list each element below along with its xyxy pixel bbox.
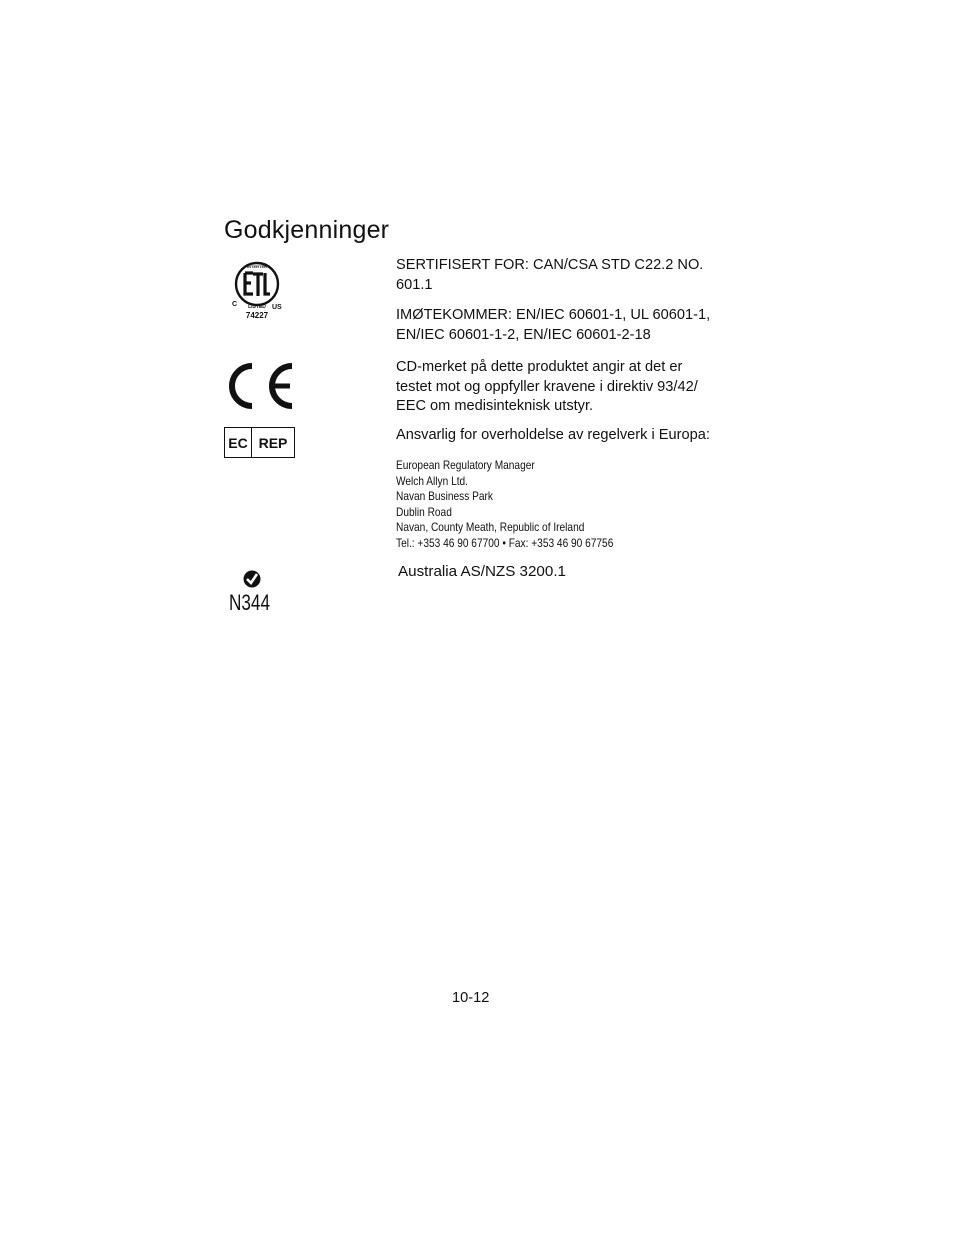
etl-c-text: C: [232, 301, 238, 308]
rep-label: REP: [258, 434, 288, 451]
australia-standard: Australia AS/NZS 3200.1: [398, 563, 566, 580]
etl-listed-text: LISTED: [248, 304, 266, 310]
ce-mark-icon: [226, 362, 296, 410]
etl-us-text: US: [272, 304, 282, 311]
ec-label: EC: [225, 428, 252, 457]
ec-rep-symbol: [224, 427, 295, 458]
etl-complies-text: IMØTEKOMMER: EN/IEC 60601-1, UL 60601-1, EN/IEC 60601-1-2, EN/IEC 60601-2-18: [396, 307, 711, 343]
etl-letters-icon: [245, 273, 270, 296]
page-number: 10-12: [452, 990, 490, 1006]
address-line: Navan, County Meath, Republic of Ireland: [396, 520, 585, 535]
c-tick-icon: [242, 569, 262, 589]
address-line: European Regulatory Manager: [396, 458, 535, 472]
eu-responsible-intro: Ansvarlig for overholdelse av regelverk i Europa:: [396, 427, 710, 443]
eu-address-block: [396, 458, 688, 552]
etl-top-text: INTERTEK: [247, 264, 267, 269]
page-title: Godkjenninger: [224, 216, 390, 244]
address-line: Navan Business Park: [396, 489, 493, 504]
etl-number: 74227: [245, 311, 269, 320]
etl-listed-logo: [229, 258, 289, 322]
ce-description: CD-merket på dette produktet angir at det er testet mot og oppfyller kravene i direktiv 93/42/ EEC om medisinteknisk utstyr.: [396, 359, 698, 414]
address-line: Tel.: +353 46 90 67700 • Fax: +353 46 90 67756: [396, 535, 614, 550]
address-line: Welch Allyn Ltd.: [396, 473, 468, 488]
address-line: Dublin Road: [396, 504, 452, 519]
etl-certified-text: SERTIFISERT FOR: CAN/CSA STD C22.2 NO. 601.1: [396, 257, 704, 293]
c-tick-code: N344: [229, 590, 271, 615]
